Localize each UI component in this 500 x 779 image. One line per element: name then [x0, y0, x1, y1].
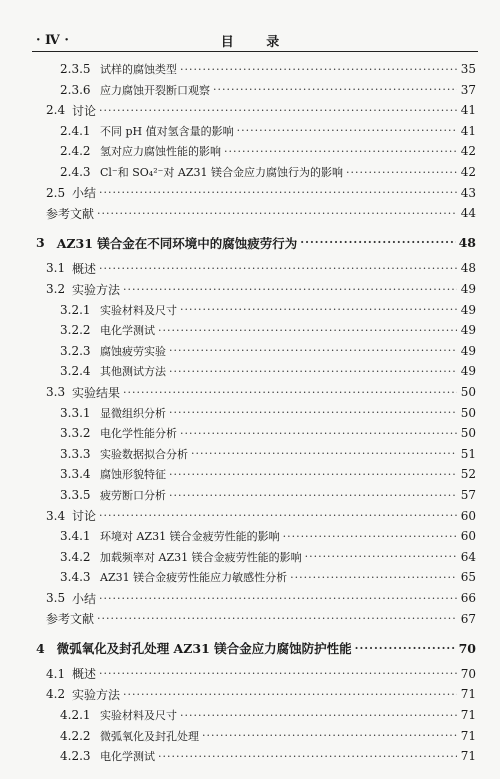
- toc-entry[interactable]: [60, 726, 476, 746]
- toc-entry[interactable]: [60, 485, 476, 505]
- dot-leader: [290, 571, 457, 584]
- toc-entry-number: 3.2.2: [60, 323, 91, 338]
- toc-entry-number: 2.4.3: [60, 165, 91, 179]
- toc-entry[interactable]: [60, 403, 476, 423]
- toc-entry-page: 67: [460, 611, 476, 626]
- toc-entry-number: 2.3.5: [60, 62, 91, 76]
- toc-entry-title: 电化学测试: [100, 324, 155, 338]
- dot-leader: [99, 186, 457, 199]
- toc-entry-page: 49: [460, 323, 476, 338]
- toc-entry[interactable]: [60, 705, 476, 725]
- toc-entry-title: 微弧氧化及封孔处理: [100, 729, 199, 743]
- toc-entry-number: 2.5: [46, 185, 66, 200]
- toc-entry-title: 不同 pH 值对氢含量的影响: [100, 124, 234, 138]
- page-number: · Ⅳ ·: [36, 32, 69, 48]
- dot-leader: [99, 104, 457, 117]
- toc-entry-page: 50: [460, 385, 476, 399]
- toc-entry-number: 3.4: [46, 508, 66, 523]
- toc-entry-title: 试样的腐蚀类型: [100, 63, 177, 76]
- dot-leader: [99, 262, 457, 275]
- toc-entry[interactable]: [60, 59, 476, 79]
- toc-entry-title: Cl⁻和 SO₄²⁻对 AZ31 镁合金应力腐蚀行为的影响: [100, 166, 343, 179]
- toc-entry-title: 微弧氧化及封孔处理 AZ31 镁合金应力腐蚀防护性能: [56, 641, 352, 657]
- toc-entry-page: 42: [460, 165, 476, 179]
- toc-entry-page: 43: [460, 185, 476, 200]
- dot-leader: [169, 344, 457, 357]
- dot-leader: [158, 750, 457, 763]
- toc-entry-title: 参考文献: [46, 612, 95, 627]
- toc-entry[interactable]: [60, 444, 476, 464]
- toc-entry-page: 35: [460, 62, 476, 76]
- toc-entry-page: 71: [460, 749, 476, 764]
- toc-entry-number: 3.1: [46, 261, 66, 276]
- toc-entry-title: 疲劳断口分析: [100, 489, 166, 502]
- dot-leader: [180, 427, 457, 440]
- dot-leader: [123, 688, 457, 701]
- toc-entry[interactable]: [46, 382, 476, 402]
- toc-entry-number: 2.4: [46, 103, 66, 118]
- toc-entry-page: 49: [460, 282, 476, 296]
- dot-leader: [283, 530, 457, 543]
- dot-leader: [202, 729, 457, 742]
- toc-entry-title: 概述: [72, 667, 97, 682]
- toc-entry-page: 57: [460, 488, 476, 502]
- toc-entry[interactable]: [46, 203, 476, 223]
- toc-entry-number: 4.2.2: [60, 728, 91, 743]
- toc-entry-title: 小结: [72, 186, 97, 201]
- toc-entry[interactable]: [60, 361, 476, 381]
- dot-leader: [237, 124, 457, 137]
- toc-entry-page: 50: [460, 405, 476, 420]
- page-header: [36, 30, 478, 50]
- page-title: 目 录: [220, 34, 294, 50]
- toc-entry[interactable]: [60, 80, 476, 100]
- toc-entry-number: 4.1: [46, 666, 66, 681]
- toc-entry-number: 4.2: [46, 687, 66, 702]
- toc-chapter[interactable]: [36, 638, 476, 658]
- toc-entry-title: 实验数据拟合分析: [100, 447, 188, 461]
- toc-entry-number: 3.2: [46, 282, 66, 296]
- toc-entry-page: 48: [460, 261, 476, 276]
- toc-entry[interactable]: [60, 746, 476, 766]
- toc-entry-title: 电化学测试: [100, 750, 155, 764]
- dot-leader: [191, 447, 457, 460]
- toc-entry-page: 49: [460, 343, 476, 358]
- dot-leader: [180, 303, 457, 316]
- dot-leader: [180, 709, 457, 722]
- toc-entry-number: 3.4.1: [60, 529, 91, 544]
- header-rule: [32, 51, 478, 52]
- toc-entry[interactable]: [46, 684, 476, 704]
- dot-leader: [169, 406, 457, 419]
- toc-entry-number: 3.3.4: [60, 467, 91, 482]
- toc-entry[interactable]: [60, 341, 476, 361]
- dot-leader: [355, 642, 456, 655]
- toc-entry[interactable]: [46, 609, 476, 629]
- toc-entry-title: 腐蚀形貌特征: [100, 468, 166, 482]
- toc-entry-title: 电化学性能分析: [100, 427, 177, 441]
- toc-entry-page: 51: [460, 446, 476, 461]
- toc-entry[interactable]: [46, 183, 476, 203]
- dot-leader: [180, 63, 457, 76]
- toc-entry-page: 42: [460, 144, 476, 159]
- toc-entry-title: AZ31 镁合金疲劳性能应力敏感性分析: [100, 571, 288, 585]
- toc-entry-number: 2.3.6: [60, 82, 91, 97]
- toc-entry[interactable]: [46, 588, 476, 608]
- dot-leader: [158, 324, 457, 337]
- toc-entry-page: 70: [458, 640, 476, 656]
- toc-entry-page: 60: [460, 529, 476, 544]
- dot-leader: [224, 145, 457, 158]
- dot-leader: [169, 489, 457, 502]
- toc-entry[interactable]: [46, 664, 476, 684]
- toc-entry[interactable]: [60, 567, 476, 587]
- toc-entry-number: 3.5: [46, 591, 66, 605]
- toc-entry[interactable]: [60, 121, 476, 141]
- toc-entry-number: 2.4.1: [60, 123, 91, 138]
- dot-leader: [169, 468, 457, 481]
- toc-entry-page: 49: [460, 302, 476, 317]
- toc-entry-page: 71: [460, 687, 476, 702]
- toc-entry-number: 4.2.3: [60, 749, 91, 764]
- dot-leader: [99, 509, 457, 522]
- dot-leader: [300, 236, 455, 249]
- toc-entry-page: 71: [460, 708, 476, 722]
- dot-leader: [97, 612, 457, 625]
- toc-entry[interactable]: [60, 464, 476, 484]
- toc-entry-number: 3.3.1: [60, 405, 91, 420]
- toc-entry-title: 讨论: [72, 103, 97, 118]
- toc-entry-page: 49: [460, 364, 476, 379]
- toc-entry-page: 64: [460, 549, 476, 564]
- toc-entry-number: 3: [36, 235, 45, 251]
- dot-leader: [99, 592, 457, 605]
- toc-entry-title: 其他测试方法: [100, 365, 166, 379]
- toc-entry-page: 41: [460, 123, 476, 138]
- toc-entry-page: 66: [460, 591, 476, 605]
- toc-entry-title: 实验结果: [72, 385, 121, 400]
- dot-leader: [213, 83, 457, 96]
- toc-entry[interactable]: [46, 258, 476, 278]
- toc-entry[interactable]: [60, 423, 476, 443]
- toc-entry-title: 腐蚀疲劳实验: [100, 344, 166, 358]
- toc-chapter[interactable]: [36, 233, 476, 253]
- dot-leader: [169, 365, 457, 378]
- toc-entry[interactable]: [60, 320, 476, 340]
- toc-entry-title: 应力腐蚀开裂断口观察: [100, 83, 210, 97]
- toc-entry-title: 实验方法: [72, 282, 121, 297]
- toc-entry-title: AZ31 镁合金在不同环境中的腐蚀疲劳行为: [56, 235, 298, 251]
- toc-entry-title: 实验材料及尺寸: [100, 709, 177, 722]
- toc-entry-number: 3.3.3: [60, 446, 91, 461]
- dot-leader: [99, 667, 457, 680]
- toc-entry[interactable]: [60, 141, 476, 161]
- toc-entry-title: 小结: [72, 591, 97, 606]
- toc-entry-title: 概述: [72, 261, 97, 276]
- toc-entry-page: 41: [460, 103, 476, 118]
- toc-entry-page: 52: [460, 467, 476, 482]
- toc-entry-page: 71: [460, 728, 476, 743]
- toc-entry-title: 显微组织分析: [100, 406, 166, 420]
- toc-entry-number: 3.3.5: [60, 488, 91, 502]
- toc-entry[interactable]: [46, 100, 476, 120]
- toc-entry-number: 3.2.1: [60, 302, 91, 317]
- toc-entry-number: 3.3.2: [60, 426, 91, 441]
- toc-entry-page: 70: [460, 666, 476, 681]
- toc-entry-page: 60: [460, 508, 476, 523]
- toc-entry-title: 实验方法: [72, 687, 121, 702]
- dot-leader: [346, 166, 457, 179]
- toc-entry-title: 氢对应力腐蚀性能的影响: [100, 145, 221, 159]
- toc-entry-number: 3.2.4: [60, 364, 91, 379]
- toc-entry-page: 48: [458, 235, 476, 251]
- dot-leader: [97, 207, 457, 220]
- toc-entry[interactable]: [60, 162, 476, 182]
- toc-entry-page: 50: [460, 426, 476, 441]
- toc-entry-title: 参考文献: [46, 206, 95, 221]
- toc-entry[interactable]: [60, 526, 476, 546]
- toc-entry-number: 3.4.2: [60, 549, 91, 564]
- toc-entry[interactable]: [60, 300, 476, 320]
- toc-entry-title: 加载频率对 AZ31 镁合金疲劳性能的影响: [100, 550, 302, 564]
- toc-entry-number: 3.4.3: [60, 570, 91, 585]
- toc-entry[interactable]: [46, 279, 476, 299]
- toc-entry-title: 讨论: [72, 509, 97, 524]
- toc-entry-number: 3.2.3: [60, 343, 91, 358]
- dot-leader: [305, 550, 457, 563]
- toc-entry-number: 3.3: [46, 385, 66, 399]
- toc-entry-page: 37: [460, 82, 476, 97]
- toc-entry-page: 44: [460, 206, 476, 221]
- toc-entry-page: 65: [460, 570, 476, 585]
- toc-entry[interactable]: [60, 547, 476, 567]
- toc-entry[interactable]: [46, 506, 476, 526]
- dot-leader: [123, 386, 457, 399]
- toc-entry-number: 2.4.2: [60, 144, 91, 159]
- dot-leader: [123, 283, 457, 296]
- toc-entry-title: 环境对 AZ31 镁合金疲劳性能的影响: [100, 530, 280, 544]
- toc-entry-number: 4: [36, 640, 45, 656]
- toc-entry-title: 实验材料及尺寸: [100, 303, 177, 317]
- toc-entry-number: 4.2.1: [60, 708, 91, 722]
